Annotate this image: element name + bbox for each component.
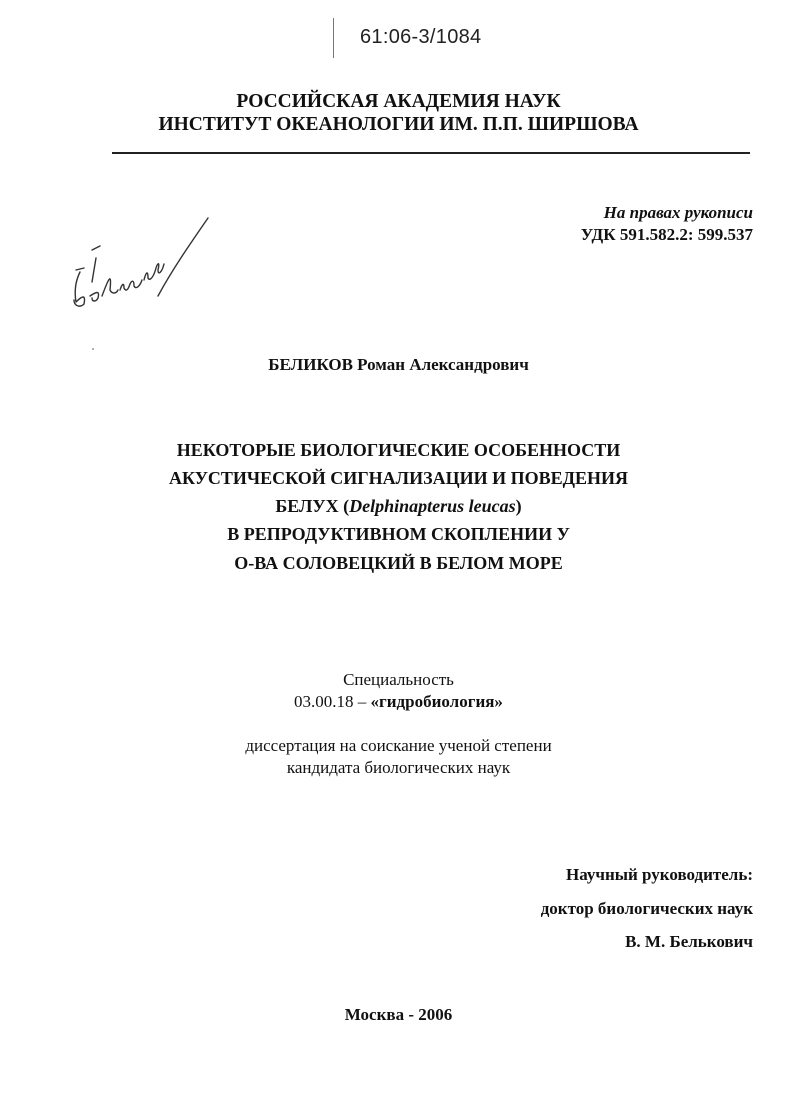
organization-line-2: ИНСТИТУТ ОКЕАНОЛОГИИ ИМ. П.П. ШИРШОВА xyxy=(158,114,639,135)
degree-line-1: диссертация на соискание ученой степени xyxy=(245,736,552,755)
title-line-5: О-ВА СОЛОВЕЦКИЙ В БЕЛОМ МОРЕ xyxy=(234,553,563,573)
supervisor-label: Научный руководитель: xyxy=(566,865,753,884)
author-given-name: Роман Александрович xyxy=(357,355,529,374)
specialty-label: Специальность xyxy=(343,670,454,689)
specialty-code xyxy=(0,692,797,712)
title-line-1: НЕКОТОРЫЕ БИОЛОГИЧЕСКИЕ ОСОБЕННОСТИ xyxy=(176,440,621,460)
title-line-3 xyxy=(0,496,797,517)
library-code: 61:06-3/1084 xyxy=(360,26,482,48)
author-surname: БЕЛИКОВ xyxy=(268,355,353,374)
city-year: Москва - 2006 xyxy=(344,1005,453,1024)
specialty-name: «гидробиология» xyxy=(370,692,503,711)
header-divider xyxy=(112,152,750,154)
title-line-3-prefix: БЕЛУХ ( xyxy=(275,496,350,516)
udk-code: УДК 591.582.2: 599.537 xyxy=(580,225,753,244)
species-latin-name: Delphinapterus leucas xyxy=(349,496,516,516)
manuscript-rights: На правах рукописи xyxy=(603,203,753,222)
organization-line-1: РОССИЙСКАЯ АКАДЕМИЯ НАУК xyxy=(236,91,561,112)
handwritten-signature xyxy=(62,210,222,320)
degree-line-2: кандидата биологических наук xyxy=(286,758,511,777)
supervisor-name: В. М. Белькович xyxy=(625,932,753,951)
specialty-number: 03.00.18 – xyxy=(294,692,371,711)
scan-speck xyxy=(92,348,94,350)
margin-rule xyxy=(333,18,334,58)
author-name xyxy=(0,355,797,375)
supervisor-degree: доктор биологических наук xyxy=(540,899,753,918)
title-line-4: В РЕПРОДУКТИВНОМ СКОПЛЕНИИ У xyxy=(227,524,570,544)
title-line-3-suffix: ) xyxy=(515,496,522,516)
title-line-2: АКУСТИЧЕСКОЙ СИГНАЛИЗАЦИИ И ПОВЕДЕНИЯ xyxy=(169,468,628,488)
